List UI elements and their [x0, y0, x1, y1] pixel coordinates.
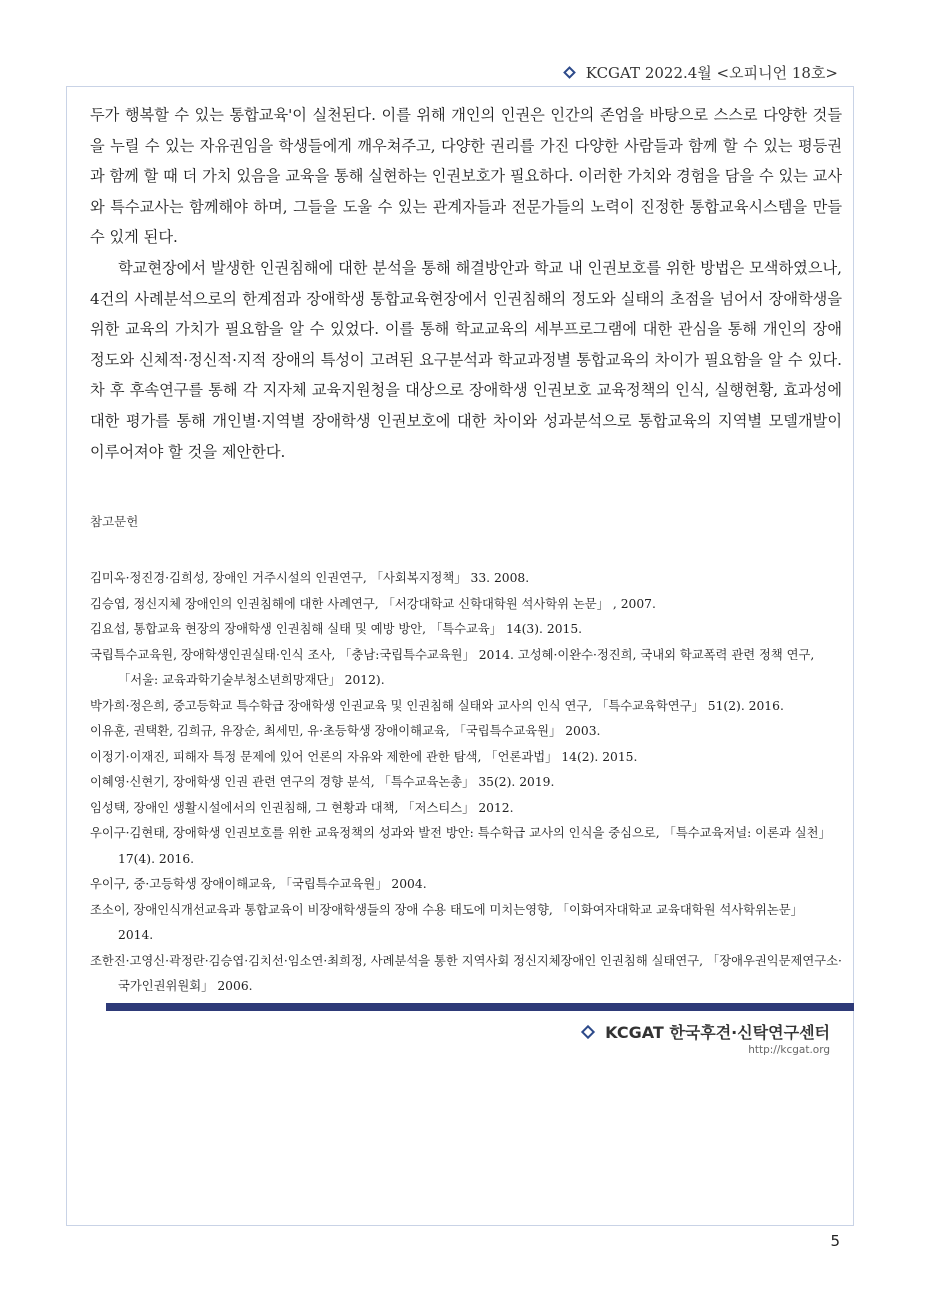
article-body — [90, 100, 842, 467]
reference-item: 임성택, 장애인 생활시설에서의 인권침해, 그 현황과 대책, 「저스티스」 2012. — [90, 800, 514, 815]
reference-item: 이유훈, 권택환, 김희규, 유장순, 최세민, 유·초등학생 장애이해교육, 「국립특수교육원」 2003. — [90, 724, 601, 738]
reference-item: 우이구·김현태, 장애학생 인권보호를 위한 교육정책의 성과와 발전 방안: 특수학급 교사의 인식을 중심으로, 「특수교육저널: 이론과 실천」 17(4). 2016. — [90, 826, 831, 866]
footer-org-name: KCGAT 한국후견·신탁연구센터 — [605, 1023, 830, 1042]
footer-divider — [106, 1003, 854, 1011]
reference-item: 이정기·이재진, 피해자 특정 문제에 있어 언론의 자유와 제한에 관한 탐색, 「언론과법」 14(2). 2015. — [90, 749, 638, 764]
footer-logo — [583, 1020, 830, 1043]
page-number: 5 — [830, 1232, 840, 1250]
reference-item: 박가희·정은희, 중고등학교 특수학급 장애학생 인권교육 및 인권침해 실태와 교사의 인식 연구, 「특수교육학연구」 51(2). 2016. — [90, 698, 784, 713]
footer-url[interactable]: http://kcgat.org — [748, 1044, 830, 1056]
body-paragraph-2: 학교현장에서 발생한 인권침해에 대한 분석을 통해 해결방안과 학교 내 인권보호를 위한 방법은 모색하였으나, 4건의 사례분석으로의 한계점과 장애학생 통합교육현장에서 인권침해의 정도와 실태의 초점을 넘어서 장애학생을 위한 교육의 가치가 필요함을 알 수 있었다. 이를 통해 학교교육의 세부프로그램에 대한 관심을 통해 개인의 장애정도와 신체적·정신적·지적 장애의 특성이 고려된 요구분석과 학교과정별 통합교육의 차이가 필요함을 알 수 있다. 차 후 후속연구를 통해 각 지자체 교육지원청을 대상으로 장애학생 인권보호 교육정책의 인식, 실행현황, 효과성에 대한 평가를 통해 개인별·지역별 장애학생 인권보호에 대한 차이와 성과분석으로 통합교육의 지역별 모델개발이 이루어져야 할 것을 제안한다. — [90, 258, 842, 461]
reference-item: 김요섭, 통합교육 현장의 장애학생 인권침해 실태 및 예방 방안, 「특수교육」 14(3). 2015. — [90, 622, 583, 636]
reference-item: 조한진·고영신·곽정란·김승엽·김치선·임소연·최희정, 사례분석을 통한 지역사회 정신지체장애인 인권침해 실태연구, 「장애우권익문제연구소·국가인권위원회」 2006. — [90, 953, 842, 993]
header-title: KCGAT 2022.4월 <오피니언 18호> — [585, 64, 838, 82]
reference-item: 김미옥·정진경·김희성, 장애인 거주시설의 인권연구, 「사회복지정책」 33. 2008. — [90, 571, 530, 585]
reference-item: 국립특수교육원, 장애학생인권실태·인식 조사, 「충남:국립특수교육원」 2014. 고성혜·이완수·정진희, 국내외 학교폭력 관련 정책 연구, 「서울: 교육과학기술부청소년희망재단」 2012). — [90, 647, 815, 687]
diamond-logo-icon — [563, 66, 576, 79]
references-list — [90, 566, 842, 1000]
references-title: 참고문헌 — [90, 514, 139, 529]
body-paragraph-1: 두가 행복할 수 있는 통합교육'이 실천된다. 이를 위해 개인의 인권은 인간의 존엄을 바탕으로 스스로 다양한 것들을 누릴 수 있는 자유권임을 학생들에게 깨우쳐주고, 다양한 권리를 가진 다양한 사람들과 함께 할 수 있는 평등권과 함께 할 때 더 가치 있음을 교육을 통해 실현하는 인권보호가 필요하다. 이러한 가치와 경험을 담을 수 있는 교사와 특수교사는 함께해야 하며, 그들을 도울 수 있는 관계자들과 전문가들의 노력이 진정한 통합교육시스템을 만들 수 있게 된다. — [90, 106, 842, 247]
diamond-logo-icon — [581, 1024, 595, 1038]
page-header — [565, 62, 838, 83]
reference-item: 조소이, 장애인식개선교육과 통합교육이 비장애학생들의 장애 수용 태도에 미치는영향, 「이화여자대학교 교육대학원 석사학위논문」 2014. — [90, 902, 803, 942]
reference-item: 우이구, 중·고등학생 장애이해교육, 「국립특수교육원」 2004. — [90, 877, 427, 891]
reference-item: 이혜영·신현기, 장애학생 인권 관련 연구의 경향 분석, 「특수교육논총」 35(2). 2019. — [90, 775, 555, 789]
reference-item: 김승엽, 정신지체 장애인의 인권침해에 대한 사례연구, 「서강대학교 신학대학원 석사학위 논문」 , 2007. — [90, 596, 656, 611]
